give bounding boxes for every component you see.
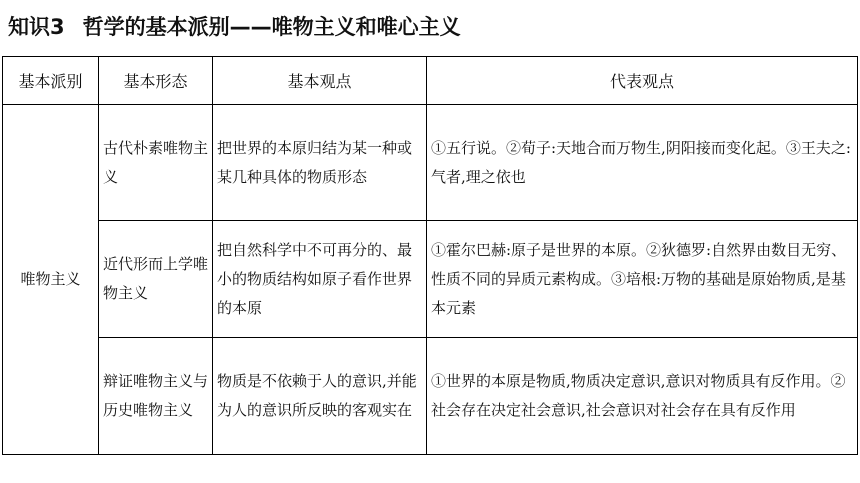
form-cell: 近代形而上学唯物主义 [99,221,213,338]
school-cell: 唯物主义 [3,105,99,455]
title-prefix: 知识3 [8,15,65,39]
knowledge-table [2,56,858,455]
representative-cell: ①霍尔巴赫:原子是世界的本原。②狄德罗:自然界由数目无穷、性质不同的异质元素构成。③培根:万物的基础是原始物质,是基本元素 [427,221,858,338]
header-representative: 代表观点 [427,57,858,105]
viewpoint-cell: 物质是不依赖于人的意识,并能为人的意识所反映的客观实在 [213,338,427,455]
viewpoint-cell: 把世界的本原归结为某一种或某几种具体的物质形态 [213,105,427,221]
representative-cell: ①五行说。②荀子:天地合而万物生,阴阳接而变化起。③王夫之:气者,理之依也 [427,105,858,221]
title-main: 哲学的基本派别——唯物主义和唯心主义 [82,15,461,39]
viewpoint-cell: 把自然科学中不可再分的、最小的物质结构如原子看作世界的本原 [213,221,427,338]
table-row [3,221,858,338]
form-cell: 古代朴素唯物主义 [99,105,213,221]
table-row [3,105,858,221]
header-viewpoint: 基本观点 [213,57,427,105]
form-cell: 辩证唯物主义与历史唯物主义 [99,338,213,455]
header-form: 基本形态 [99,57,213,105]
header-school: 基本派别 [3,57,99,105]
table-row [3,338,858,455]
table-header-row [3,57,858,105]
page-title [8,10,461,44]
representative-cell: ①世界的本原是物质,物质决定意识,意识对物质具有反作用。②社会存在决定社会意识,社会意识对社会存在具有反作用 [427,338,858,455]
